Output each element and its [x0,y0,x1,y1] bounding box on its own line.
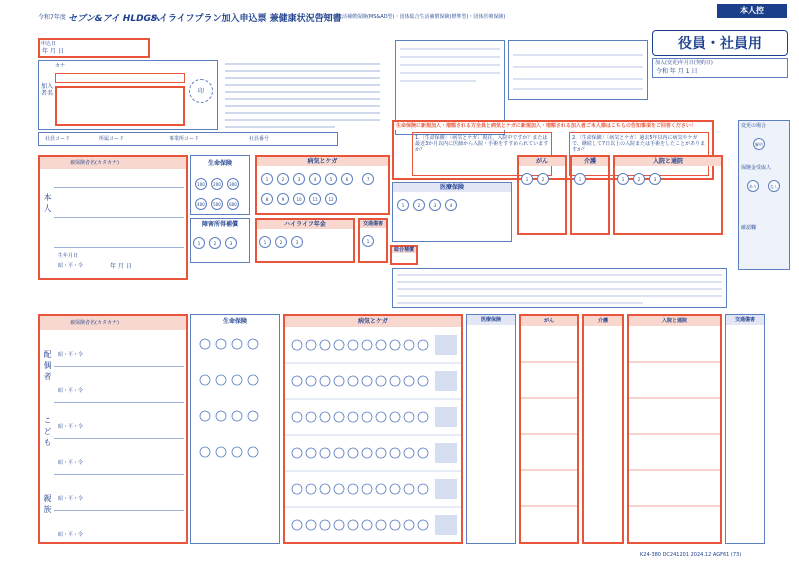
applicant-name-box [38,60,218,130]
illness-plan-2[interactable]: 2 [277,173,289,185]
nursing-block-principal [570,155,610,235]
family-birth-era-3: 昭・平・令 [58,424,84,430]
illness-block-principal [255,155,390,215]
life-plan-100[interactable]: 100 [195,178,207,190]
office-code-label: 事業所コード [169,136,200,142]
cancel-option[interactable]: 解約 [753,138,765,150]
principal-header [40,157,186,169]
change-title: 変更の場合 [741,123,767,129]
life-plan-300[interactable]: 300 [227,178,239,190]
income-block [255,218,355,263]
page-title: ハイライフプラン加入申込票 兼健康状況告知書 [150,14,342,24]
medical-plan-3[interactable]: 3 [429,199,441,211]
illness-plan-5[interactable]: 5 [325,173,337,185]
income-plan-3[interactable]: 3 [291,236,303,248]
brand-logo: セブン&アイ HLDGS. [68,14,161,24]
family-care-header: 入院と通院 [629,316,720,326]
notes-lines-right [509,41,647,99]
illness-plan-10[interactable]: 10 [293,193,305,205]
disability-plan-2[interactable]: 2 [209,237,221,249]
seal-circle: 印 [189,79,213,103]
care-plan-1[interactable]: 1 [617,173,629,185]
cancer-plan-1[interactable]: 1 [521,173,533,185]
family-illness-block [283,314,463,544]
era-label: 令和7年度 [38,14,66,21]
nursing-header: 介護 [572,157,608,166]
illness-plan-8[interactable]: 8 [261,193,273,205]
disability-plan-3[interactable]: 3 [225,237,237,249]
life-plan-400[interactable]: 400 [195,198,207,210]
relatives-section-label: 親族 [43,494,52,516]
family-nursing-block [582,314,624,544]
principal-section-label: 本人 [43,193,52,215]
family-care-block [627,314,722,544]
category-box: 役員・社員用 [652,30,788,56]
family-birth-era-2: 昭・平・令 [58,388,84,394]
disability-header: 障害所得補償 [201,221,238,228]
care-header: 入院と通院 [615,157,721,166]
family-name-block [38,314,188,544]
illness-plan-4[interactable]: 4 [309,173,321,185]
illness-plan-12[interactable]: 12 [325,193,337,205]
income-header: ハイライフ年金 [257,220,353,229]
principal-header-label: 被保険者名(カタカナ) [70,160,119,166]
accident-block [358,218,388,263]
illness-plan-7[interactable]: 7 [362,173,374,185]
notice-title: 生命保険に新規加入・増額される方全員と病気とケガに新規加入・増額される加入者ご本人様はこちらの告知事項をご回答ください！ [394,122,712,130]
confirm-label: 確認欄 [741,225,757,231]
illness-plan-11[interactable]: 11 [309,193,321,205]
principal-birth-era: 昭・平・令 [58,263,84,269]
contract-date-value: 令和 年 月 1 日 [656,68,698,75]
notice-q2: 2.〔生命保険〕〔病気とケガ〕過去5年以内に病気やケガで、継続して7日以上の入院または手術をしたことがありますか？ [572,135,706,153]
medical-header: 医療保険 [393,183,511,192]
accident-plan-1[interactable]: 1 [362,235,374,247]
family-accident-block [725,314,765,544]
disability-block [190,218,250,263]
income-plan-2[interactable]: 2 [275,236,287,248]
cancer-header: がん [519,157,565,166]
family-cancer-header: がん [521,316,577,326]
principal-notes [392,268,727,308]
principal-name-block [38,155,188,280]
family-header-label: 被保険者名(カタカナ) [70,320,119,326]
comprehensive-header: 総合補償 [393,247,414,253]
spouse-section-label: 配偶者 [43,350,52,383]
family-birth-era-4: 昭・平・令 [58,460,84,466]
illness-header-principal: 病気とケガ [257,157,388,166]
footer-code: K24-380 DC241201 2024.12 AGF61 (73) [640,552,742,558]
instructions-paragraph [225,60,385,130]
illness-plan-1[interactable]: 1 [261,173,273,185]
medical-block-principal [392,182,512,242]
instructions-lines [225,60,385,130]
applicant-name-input[interactable] [55,86,185,126]
cancer-block-principal [517,155,567,235]
family-birth-era-5: 昭・平・令 [58,496,84,502]
principal-notes-lines [393,269,726,307]
family-care-grid [629,326,720,538]
dept-code-label: 所属コード [99,136,125,142]
family-cancer-block [519,314,579,544]
applicant-name-label: 加入者名 [41,83,54,97]
comprehensive-block [390,245,418,265]
contract-date-label: 加入(変更)年月日(契約日) [655,60,713,66]
life-plan-200[interactable]: 200 [211,178,223,190]
family-cancer-grid [521,326,577,538]
care-plan-2[interactable]: 2 [633,173,645,185]
life-insurance-block [190,155,250,215]
header-notes: (団体総合生活補償保険(MS&AD型)・団体総合生活補償保険(標準型)・団体医療保険) [315,14,506,20]
principal-birth-ymd: 年 月 日 [110,263,132,270]
copy-badge: 本人控 [717,4,787,18]
notes-box-right [508,40,648,100]
beneficiary-label: 保険金受取人 [741,165,772,171]
family-medical-header: 医療保険 [467,315,515,325]
medical-plan-4[interactable]: 4 [445,199,457,211]
family-illness-grid [285,327,461,539]
life-plan-500[interactable]: 500 [211,198,223,210]
illness-plan-3[interactable]: 3 [293,173,305,185]
illness-plan-6[interactable]: 6 [341,173,353,185]
disability-plan-1[interactable]: 1 [193,237,205,249]
cancer-plan-2[interactable]: 2 [537,173,549,185]
family-birth-era-6: 昭・平・令 [58,532,84,538]
submit-date-label: 申込日 [41,41,57,47]
family-header [40,316,186,330]
company-code-label: 社員番号 [249,136,270,142]
family-medical-block [466,314,516,544]
life-insurance-header: 生命保険 [207,160,232,167]
contract-date-box[interactable] [652,58,788,78]
kana-input[interactable] [55,73,185,83]
family-life-header: 生命保険 [222,318,247,325]
beneficiary-yes[interactable]: あり [747,180,759,192]
illness-plan-9[interactable]: 9 [277,193,289,205]
child-section-label: こども [43,416,52,449]
income-plan-1[interactable]: 1 [259,236,271,248]
principal-birth-label: 生年月日 [58,253,79,259]
family-illness-header: 病気とケガ [285,316,461,327]
kana-label: カナ [55,63,66,69]
family-nursing-header: 介護 [584,316,622,326]
right-side-panel [738,120,790,270]
notice-q1: 1.〔生命保険〕〔病気とケガ〕現在、入院中ですか？または最近3か月以内に医師から入院・手術をすすめられていますか？ [415,135,549,153]
beneficiary-no[interactable]: なし [768,180,780,192]
medical-plan-2[interactable]: 2 [413,199,425,211]
employee-code-label: 社員コード [45,136,71,142]
nursing-plan-1[interactable]: 1 [574,173,586,185]
submit-date-ymd: 年 月 日 [42,48,64,55]
family-accident-header: 交通傷害 [726,315,764,325]
accident-header: 交通傷害 [360,220,386,228]
care-block-principal [613,155,723,235]
life-plan-600[interactable]: 600 [227,198,239,210]
submit-date-box[interactable] [38,38,150,58]
code-row [38,132,338,146]
family-life-grid [191,328,279,538]
family-birth-era-1: 昭・平・令 [58,352,84,358]
care-plan-3[interactable]: 3 [649,173,661,185]
medical-plan-1[interactable]: 1 [397,199,409,211]
family-life-block [190,314,280,544]
